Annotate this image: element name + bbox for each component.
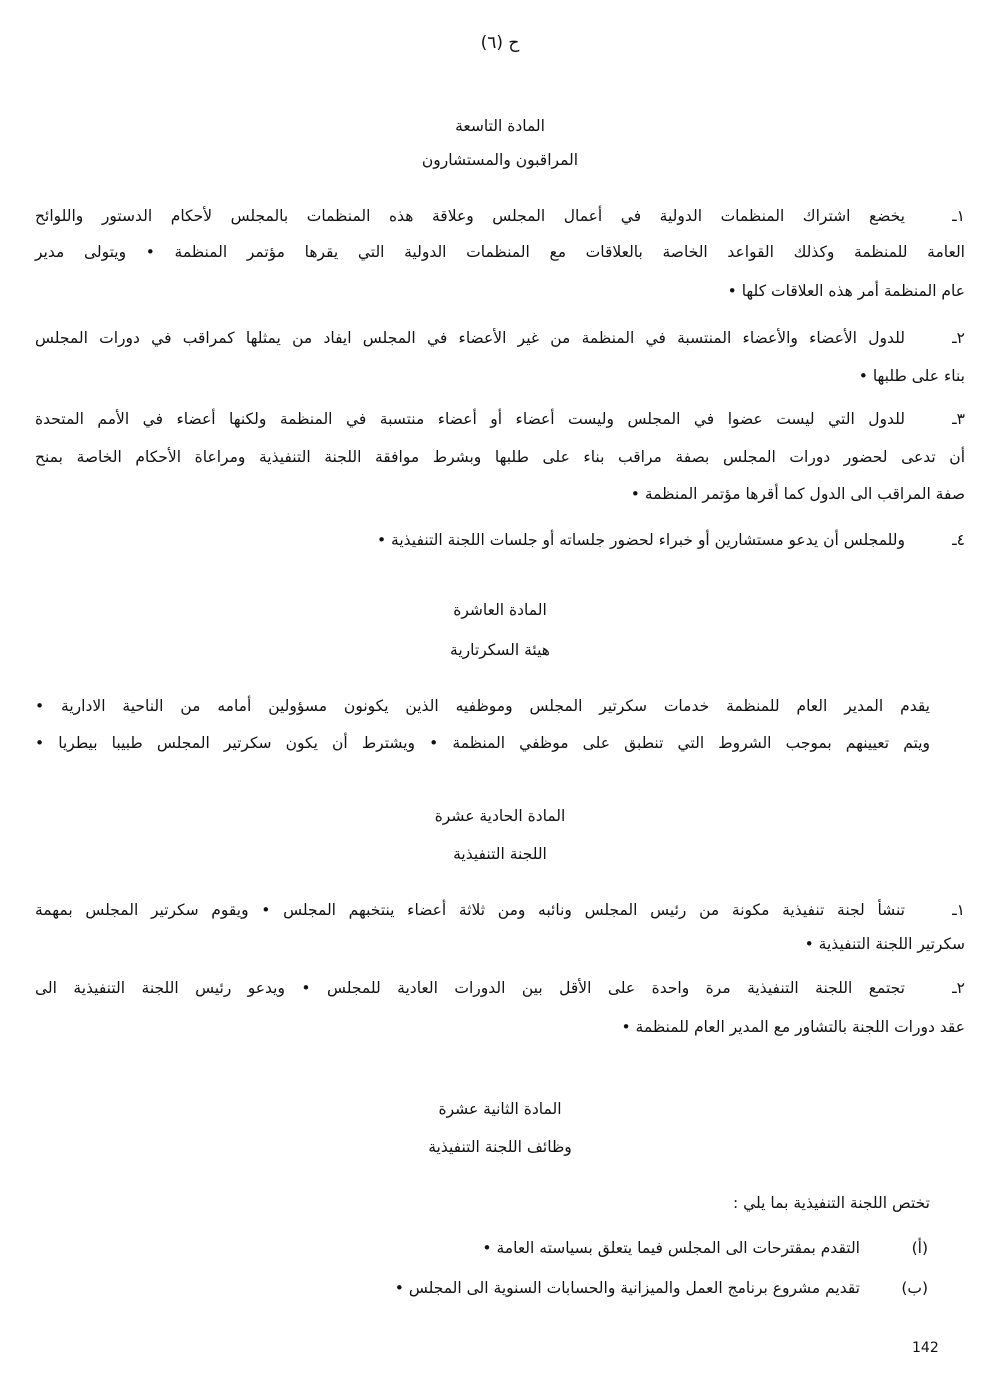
clause-number: ٣ـ — [952, 410, 965, 428]
paragraph-line: تجتمع اللجنة التنفيذية مرة واحدة على الأقل بين الدورات العادية للمجلس • ويدعو رئيس اللجنة التنفيذية الى — [35, 979, 905, 997]
paragraph-line: أن تدعى لحضور دورات المجلس بصفة مراقب بناء على طلبها وبشرط موافقة اللجنة التنفيذية ومراعاة الأحكام الخاصة بمنح — [35, 448, 965, 466]
list-item: تقديم مشروع برنامج العمل والميزانية والحسابات السنوية الى المجلس • — [394, 1279, 860, 1297]
paragraph-line: صفة المراقب الى الدول كما أقرها مؤتمر المنظمة • — [630, 485, 965, 503]
paragraph-line: سكرتير اللجنة التنفيذية • — [804, 935, 965, 953]
article-11-title: المادة الحادية عشرة — [434, 807, 566, 825]
paragraph-line: بناء على طلبها • — [858, 367, 965, 385]
article-10-title: المادة العاشرة — [453, 601, 547, 619]
paragraph-line: تنشأ لجنة تنفيذية مكونة من رئيس المجلس ونائبه ومن ثلاثة أعضاء ينتخبهم المجلس • ويقوم سكرتير المجلس بمهمة — [35, 901, 905, 919]
clause-number: ٤ـ — [952, 531, 965, 549]
paragraph-line: العامة للمنظمة وكذلك القواعد الخاصة بالعلاقات مع المنظمات الدولية التي يقرها مؤتمر المنظمة • ويتولى مدير — [35, 243, 965, 261]
clause-number: ٢ـ — [952, 979, 965, 997]
list-item-mark: (أ) — [911, 1239, 928, 1257]
list-item: التقدم بمقترحات الى المجلس فيما يتعلق بسياسته العامة • — [482, 1239, 860, 1257]
article-12-title: المادة الثانية عشرة — [438, 1100, 562, 1118]
page-header: ح (٦) — [480, 33, 520, 53]
article-11-subtitle: اللجنة التنفيذية — [453, 845, 547, 863]
article-12-subtitle: وظائف اللجنة التنفيذية — [428, 1138, 572, 1156]
paragraph-line: ويتم تعيينهم بموجب الشروط التي تنطبق على موظفي المنظمة • ويشترط أن يكون سكرتير المجلس طبيبا بيطريا • — [35, 734, 930, 752]
clause-number: ١ـ — [952, 207, 965, 225]
paragraph-line: للدول الأعضاء والأعضاء المنتسبة في المنظمة من غير الأعضاء في المجلس ايفاد من يمثلها كمراقب في دورات المجلس — [35, 329, 905, 347]
paragraph-line: وللمجلس أن يدعو مستشارين أو خبراء لحضور جلساته أو جلسات اللجنة التنفيذية • — [376, 531, 905, 549]
article-9-subtitle: المراقبون والمستشارون — [421, 151, 579, 169]
page-number: 142 — [912, 1340, 939, 1356]
paragraph-line: عقد دورات اللجنة بالتشاور مع المدير العام للمنظمة • — [621, 1018, 965, 1036]
article-9-title: المادة التاسعة — [455, 117, 545, 135]
list-item-mark: (ب) — [901, 1279, 928, 1297]
clause-number: ١ـ — [952, 901, 965, 919]
article-10-subtitle: هيئة السكرتارية — [450, 641, 550, 659]
paragraph-line: للدول التي ليست عضوا في المجلس وليست أعضاء أو أعضاء منتسبة في المنظمة ولكنها أعضاء في الأمم المتحدة — [35, 410, 905, 428]
paragraph-line: يقدم المدير العام للمنظمة خدمات سكرتير المجلس وموظفيه الذين يكونون مسؤولين أمامه من الناحية الادارية • — [35, 697, 930, 715]
paragraph-line: يخضع اشتراك المنظمات الدولية في أعمال المجلس وعلاقة هذه المنظمات بالمجلس لأحكام الدستور واللوائح — [35, 207, 905, 225]
clause-number: ٢ـ — [952, 329, 965, 347]
paragraph-line: عام المنظمة أمر هذه العلاقات كلها • — [727, 282, 965, 300]
paragraph-line: تختص اللجنة التنفيذية بما يلي : — [732, 1194, 930, 1212]
